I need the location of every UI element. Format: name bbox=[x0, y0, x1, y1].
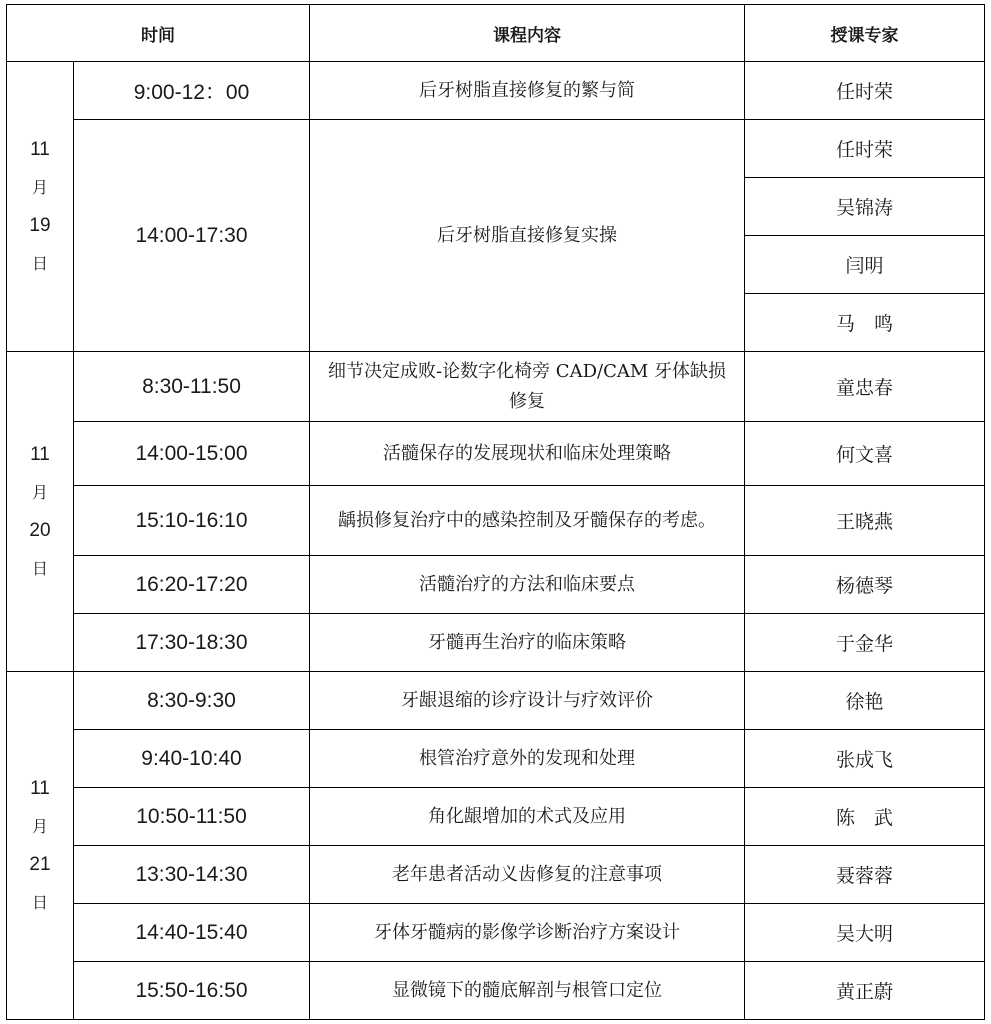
schedule-body bbox=[7, 62, 985, 1020]
session-topic: 牙体牙髓病的影像学诊断治疗方案设计 bbox=[310, 904, 745, 962]
session-topic: 龋损修复治疗中的感染控制及牙髓保存的考虑。 bbox=[310, 486, 745, 556]
session-time: 14:00-17:30 bbox=[74, 120, 310, 352]
session-expert: 陈 武 bbox=[745, 788, 985, 846]
session-expert: 童忠春 bbox=[745, 352, 985, 422]
header-expert: 授课专家 bbox=[745, 5, 985, 62]
date-cell bbox=[7, 352, 74, 672]
schedule-row bbox=[7, 672, 985, 730]
schedule-row bbox=[7, 120, 985, 178]
date-date-day-char: 日 bbox=[31, 253, 48, 273]
session-topic: 活髓保存的发展现状和临床处理策略 bbox=[310, 422, 745, 486]
schedule-row bbox=[7, 62, 985, 120]
session-expert: 马 鸣 bbox=[745, 294, 985, 352]
date-date-month-char: 月 bbox=[31, 482, 48, 502]
session-expert: 于金华 bbox=[745, 614, 985, 672]
session-expert: 吴锦涛 bbox=[745, 178, 985, 236]
session-topic: 显微镜下的髓底解剖与根管口定位 bbox=[310, 962, 745, 1020]
session-time: 14:00-15:00 bbox=[74, 422, 310, 486]
header-content: 课程内容 bbox=[310, 5, 745, 62]
session-expert: 黄正蔚 bbox=[745, 962, 985, 1020]
schedule-row bbox=[7, 962, 985, 1020]
session-time: 16:20-17:20 bbox=[74, 556, 310, 614]
date-date-month: 11 bbox=[30, 443, 50, 465]
session-expert: 任时荣 bbox=[745, 120, 985, 178]
schedule-row bbox=[7, 486, 985, 556]
session-topic: 细节决定成败-论数字化椅旁 CAD/CAM 牙体缺损修复 bbox=[310, 352, 745, 422]
date-date-day-char: 日 bbox=[31, 558, 48, 578]
session-topic: 老年患者活动义齿修复的注意事项 bbox=[310, 846, 745, 904]
session-expert: 何文喜 bbox=[745, 422, 985, 486]
session-expert: 王晓燕 bbox=[745, 486, 985, 556]
date-date-month-char: 月 bbox=[31, 816, 48, 836]
session-expert: 徐艳 bbox=[745, 672, 985, 730]
schedule-row bbox=[7, 422, 985, 486]
session-expert: 聂蓉蓉 bbox=[745, 846, 985, 904]
session-expert: 闫明 bbox=[745, 236, 985, 294]
date-date-month: 11 bbox=[30, 777, 50, 799]
date-date-day: 20 bbox=[29, 519, 51, 541]
header-time: 时间 bbox=[7, 5, 310, 62]
schedule-row bbox=[7, 614, 985, 672]
session-time: 15:50-16:50 bbox=[74, 962, 310, 1020]
session-topic: 牙髓再生治疗的临床策略 bbox=[310, 614, 745, 672]
session-time: 13:30-14:30 bbox=[74, 846, 310, 904]
session-expert: 张成飞 bbox=[745, 730, 985, 788]
session-time: 8:30-11:50 bbox=[74, 352, 310, 422]
date-cell bbox=[7, 62, 74, 352]
schedule-row bbox=[7, 556, 985, 614]
schedule-table bbox=[6, 4, 985, 1020]
date-date-month: 11 bbox=[30, 138, 50, 160]
date-date-month-char: 月 bbox=[31, 177, 48, 197]
session-topic: 活髓治疗的方法和临床要点 bbox=[310, 556, 745, 614]
schedule-row bbox=[7, 904, 985, 962]
session-expert: 吴大明 bbox=[745, 904, 985, 962]
schedule-row bbox=[7, 730, 985, 788]
session-time: 15:10-16:10 bbox=[74, 486, 310, 556]
session-expert: 任时荣 bbox=[745, 62, 985, 120]
session-time: 8:30-9:30 bbox=[74, 672, 310, 730]
session-time: 10:50-11:50 bbox=[74, 788, 310, 846]
session-topic: 后牙树脂直接修复的繁与简 bbox=[310, 62, 745, 120]
session-expert: 杨德琴 bbox=[745, 556, 985, 614]
session-topic: 根管治疗意外的发现和处理 bbox=[310, 730, 745, 788]
session-time: 9:00-12：00 bbox=[74, 62, 310, 120]
schedule-row bbox=[7, 846, 985, 904]
session-topic: 牙龈退缩的诊疗设计与疗效评价 bbox=[310, 672, 745, 730]
session-time: 9:40-10:40 bbox=[74, 730, 310, 788]
schedule-row bbox=[7, 352, 985, 422]
header-row bbox=[7, 5, 985, 62]
session-topic: 后牙树脂直接修复实操 bbox=[310, 120, 745, 352]
session-topic: 角化龈增加的术式及应用 bbox=[310, 788, 745, 846]
date-date-day: 21 bbox=[29, 853, 51, 875]
date-date-day-char: 日 bbox=[31, 892, 48, 912]
date-date-day: 19 bbox=[29, 214, 51, 236]
date-cell bbox=[7, 672, 74, 1020]
session-time: 14:40-15:40 bbox=[74, 904, 310, 962]
schedule-row bbox=[7, 788, 985, 846]
session-time: 17:30-18:30 bbox=[74, 614, 310, 672]
